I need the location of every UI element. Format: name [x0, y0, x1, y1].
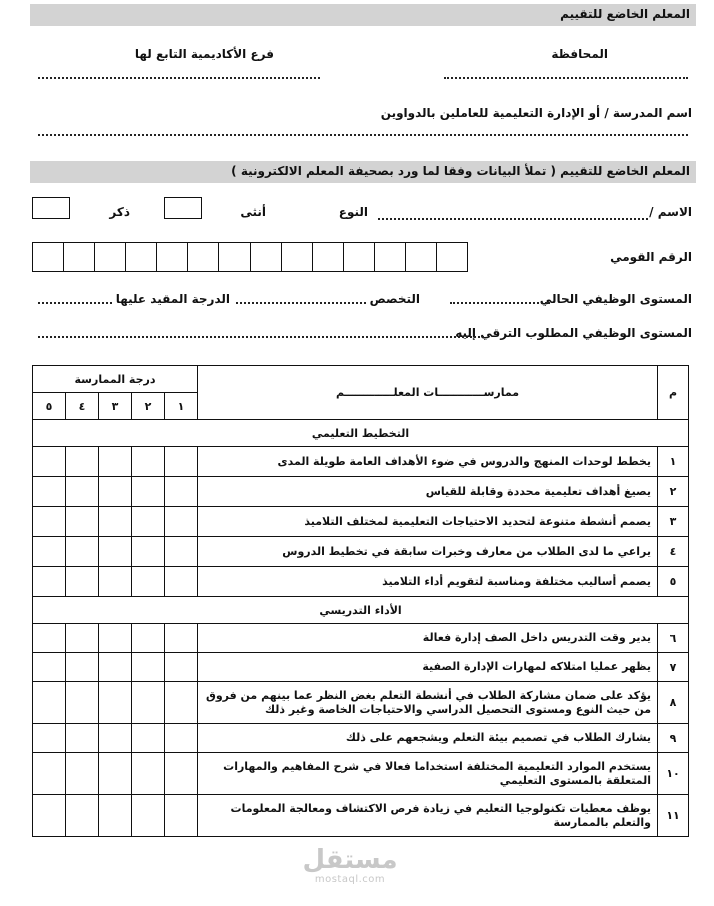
rating-cell-5[interactable] — [33, 682, 66, 724]
male-checkbox[interactable] — [32, 197, 70, 219]
rating-cell-4[interactable] — [66, 682, 99, 724]
rating-cell-5[interactable] — [33, 724, 66, 753]
row-number: ٢ — [658, 477, 689, 507]
rating-cell-2[interactable] — [132, 567, 165, 597]
rating-cell-1[interactable] — [165, 624, 198, 653]
specialization-field[interactable] — [236, 302, 366, 304]
row-number: ١٠ — [658, 753, 689, 795]
gender-label: النوع — [338, 205, 368, 219]
degree-3-header: ٣ — [99, 393, 132, 420]
governorate-label: المحافظة — [551, 47, 608, 61]
rating-cell-4[interactable] — [66, 653, 99, 682]
rating-cell-4[interactable] — [66, 724, 99, 753]
rating-cell-1[interactable] — [165, 567, 198, 597]
rating-cell-1[interactable] — [165, 537, 198, 567]
practice-text: يوظف معطيات تكنولوجيا التعليم في زيادة فرص الاكتشاف ومعالجة المعلومات والتعلم بالممارسة — [198, 795, 658, 837]
rating-cell-2[interactable] — [132, 795, 165, 837]
enrolled-degree-field[interactable] — [38, 302, 112, 304]
row-number: ٤ — [658, 537, 689, 567]
table-row — [33, 682, 689, 724]
row-number: ٣ — [658, 507, 689, 537]
governorate-field[interactable] — [444, 77, 688, 79]
school-field[interactable] — [38, 134, 688, 136]
national-id-label: الرقم القومي — [610, 250, 692, 264]
table-row — [33, 537, 689, 567]
academy-branch-label: فرع الأكاديمية التابع لها — [134, 47, 274, 61]
rating-cell-4[interactable] — [66, 447, 99, 477]
degree-4-header: ٤ — [66, 393, 99, 420]
rating-cell-5[interactable] — [33, 447, 66, 477]
rating-cell-3[interactable] — [99, 507, 132, 537]
row-number: ٥ — [658, 567, 689, 597]
rating-cell-3[interactable] — [99, 724, 132, 753]
section-header-teacher-data — [30, 161, 696, 183]
number-header: م — [658, 366, 689, 420]
practice-text: يؤكد على ضمان مشاركة الطلاب في أنشطة التعلم بغض النظر عما بينهم من فروق من حيث النوع ومستوى التحصيل الدراسي والاحتياجات الخاصة وغير ذلك — [198, 682, 658, 724]
degree-header: درجة الممارسة — [33, 366, 198, 393]
table-row — [33, 447, 689, 477]
rating-cell-5[interactable] — [33, 753, 66, 795]
current-level-label: المستوى الوظيفي الحالي — [539, 292, 692, 306]
rating-cell-5[interactable] — [33, 624, 66, 653]
degree-5-header: ٥ — [33, 393, 66, 420]
rating-cell-2[interactable] — [132, 724, 165, 753]
section-header-text: المعلم الخاضع للتقييم — [560, 7, 690, 21]
rating-cell-3[interactable] — [99, 753, 132, 795]
watermark-arabic: مستقل — [302, 845, 398, 875]
rating-cell-2[interactable] — [132, 682, 165, 724]
table-row — [33, 507, 689, 537]
rating-cell-4[interactable] — [66, 795, 99, 837]
enrolled-degree-label: الدرجة المقيد عليها — [115, 292, 230, 306]
row-number: ٧ — [658, 653, 689, 682]
rating-cell-2[interactable] — [132, 624, 165, 653]
rating-cell-3[interactable] — [99, 537, 132, 567]
practice-text: يدير وقت التدريس داخل الصف إدارة فعالة — [198, 624, 658, 653]
table-row — [33, 624, 689, 653]
male-label: ذكر — [109, 205, 130, 219]
rating-cell-2[interactable] — [132, 447, 165, 477]
rating-cell-3[interactable] — [99, 653, 132, 682]
section-teaching-performance: الأداء التدريسي — [33, 597, 689, 624]
rating-cell-1[interactable] — [165, 477, 198, 507]
rating-cell-3[interactable] — [99, 624, 132, 653]
rating-cell-1[interactable] — [165, 682, 198, 724]
row-number: ١ — [658, 447, 689, 477]
practice-text: يصمم أنشطة متنوعة لتحديد الاحتياجات التعليمية لمختلف التلاميذ — [198, 507, 658, 537]
current-level-field[interactable] — [450, 302, 550, 304]
practice-text: يصمم أساليب مختلفة ومناسبة لتقويم أداء التلاميذ — [198, 567, 658, 597]
practice-text: يظهر عمليا امتلاكه لمهارات الإدارة الصفية — [198, 653, 658, 682]
rating-cell-5[interactable] — [33, 537, 66, 567]
academy-branch-field[interactable] — [38, 77, 320, 79]
rating-cell-4[interactable] — [66, 537, 99, 567]
female-checkbox[interactable] — [164, 197, 202, 219]
rating-cell-2[interactable] — [132, 477, 165, 507]
section-header-text: المعلم الخاضع للتقييم ( تملأ البيانات وفقا لما ورد بصحيفة المعلم الالكترونية ) — [231, 164, 690, 178]
rating-cell-5[interactable] — [33, 795, 66, 837]
rating-cell-2[interactable] — [132, 653, 165, 682]
rating-cell-5[interactable] — [33, 653, 66, 682]
row-number: ٦ — [658, 624, 689, 653]
degree-2-header: ٢ — [132, 393, 165, 420]
rating-cell-2[interactable] — [132, 537, 165, 567]
rating-cell-4[interactable] — [66, 477, 99, 507]
rating-cell-3[interactable] — [99, 682, 132, 724]
specialization-label: التخصص — [369, 292, 420, 306]
table-row — [33, 724, 689, 753]
rating-cell-4[interactable] — [66, 507, 99, 537]
rating-cell-2[interactable] — [132, 507, 165, 537]
rating-cell-1[interactable] — [165, 724, 198, 753]
rating-cell-3[interactable] — [99, 795, 132, 837]
national-id-boxes[interactable] — [32, 242, 468, 272]
row-number: ١١ — [658, 795, 689, 837]
rating-cell-3[interactable] — [99, 567, 132, 597]
female-label: أنثى — [240, 205, 266, 219]
rating-cell-1[interactable] — [165, 447, 198, 477]
target-level-label: المستوى الوظيفي المطلوب الترقي إليه — [455, 326, 692, 340]
practice-text: يراعي ما لدى الطلاب من معارف وخبرات سابقة في تخطيط الدروس — [198, 537, 658, 567]
rating-cell-5[interactable] — [33, 567, 66, 597]
table-row — [33, 795, 689, 837]
name-label: الاسم / — [649, 205, 692, 219]
name-field[interactable] — [378, 218, 648, 220]
rating-cell-5[interactable] — [33, 477, 66, 507]
rating-cell-4[interactable] — [66, 753, 99, 795]
mostaql-watermark — [300, 846, 400, 885]
table-row — [33, 653, 689, 682]
rating-cell-1[interactable] — [165, 795, 198, 837]
school-label: اسم المدرسة / أو الإدارة التعليمية للعاملين بالدواوين — [380, 106, 692, 120]
rating-cell-2[interactable] — [132, 753, 165, 795]
rating-cell-4[interactable] — [66, 567, 99, 597]
evaluation-table — [32, 365, 689, 837]
rating-cell-1[interactable] — [165, 507, 198, 537]
row-number: ٩ — [658, 724, 689, 753]
practice-text: يشارك الطلاب في تصميم بيئة التعلم ويشجعهم على ذلك — [198, 724, 658, 753]
practice-text: يستخدم الموارد التعليمية المختلفة استخداما فعالا في شرح المفاهيم والمهارات المتعلقة بالمستوى التعليمي — [198, 753, 658, 795]
rating-cell-4[interactable] — [66, 624, 99, 653]
practice-text: يخطط لوحدات المنهج والدروس في ضوء الأهداف العامة طويلة المدى — [198, 447, 658, 477]
degree-1-header: ١ — [165, 393, 198, 420]
section-header-teacher — [30, 4, 696, 26]
table-row — [33, 753, 689, 795]
rating-cell-3[interactable] — [99, 447, 132, 477]
practice-text: يصيغ أهداف تعليمية محددة وقابلة للقياس — [198, 477, 658, 507]
table-row — [33, 477, 689, 507]
rating-cell-1[interactable] — [165, 753, 198, 795]
practices-header: ممارســــــــــــات المعلـــــــــــــم — [198, 366, 658, 420]
rating-cell-3[interactable] — [99, 477, 132, 507]
table-row — [33, 567, 689, 597]
row-number: ٨ — [658, 682, 689, 724]
rating-cell-5[interactable] — [33, 507, 66, 537]
rating-cell-1[interactable] — [165, 653, 198, 682]
target-level-field[interactable] — [38, 336, 484, 338]
section-planning: التخطيط التعليمي — [33, 420, 689, 447]
watermark-latin: mostaql.com — [314, 874, 386, 885]
